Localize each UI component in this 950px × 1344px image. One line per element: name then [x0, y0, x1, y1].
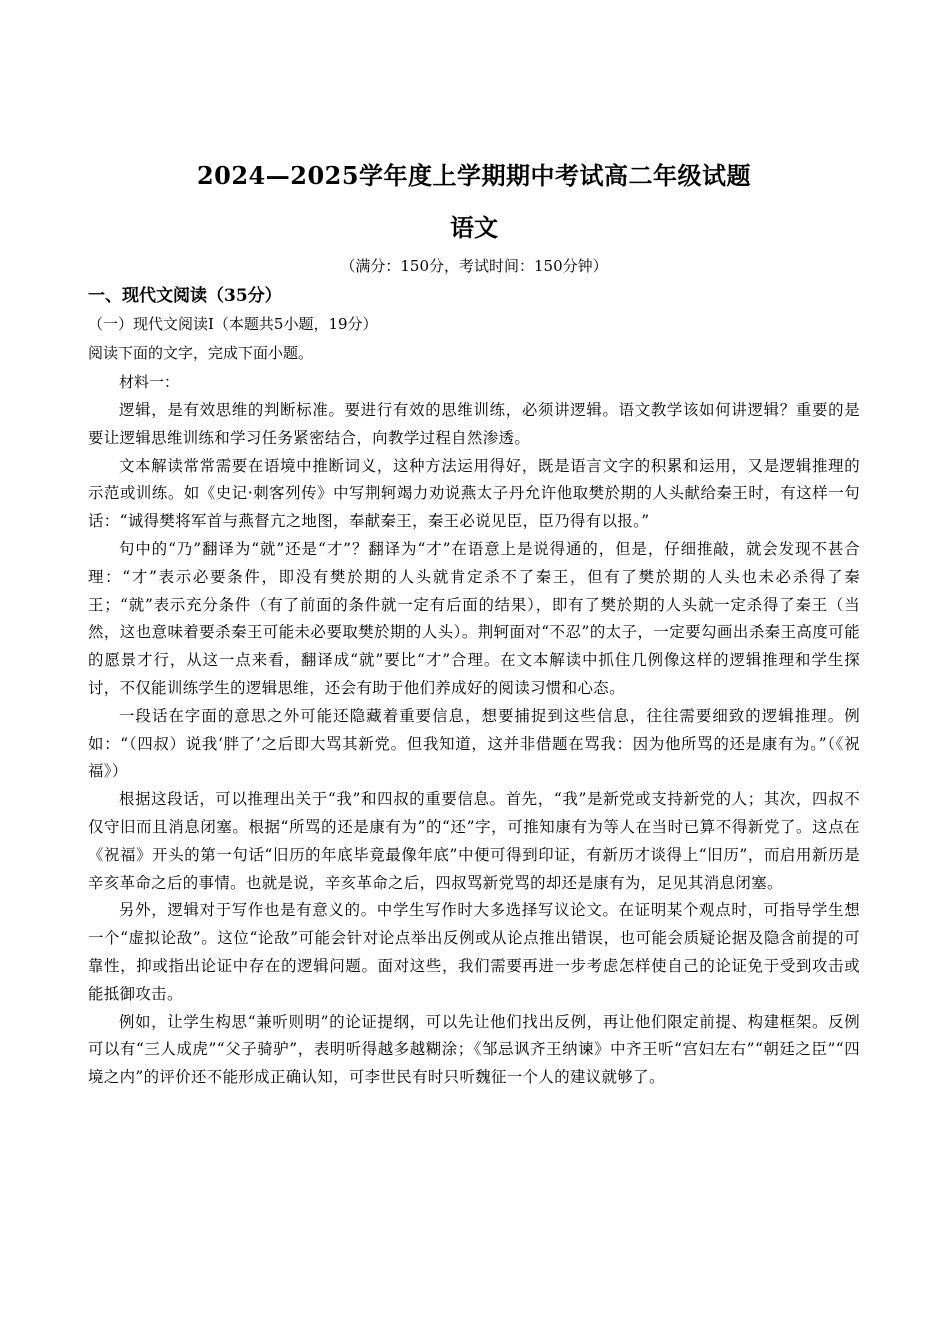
paragraph: 逻辑，是有效思维的判断标准。要进行有效的思维训练，必须讲逻辑。语文教学该如何讲逻辑？重要的是要让逻辑思维训练和学习任务紧密结合，向教学过程自然渗透。	[88, 401, 860, 447]
paragraph: 另外，逻辑对于写作也是有意义的。中学生写作时大多选择写议论文。在证明某个观点时，可指导学生想一个“虚拟论敌”。这位“论敌”可能会针对论点举出反例或从论点推出错误，也可能会质疑论据及隐含前提的可靠性，抑或指出论证中存在的逻辑问题。面对这些，我们需要再进一步考虑怎样使自己的论证免于受到攻击或能抵御攻击。	[88, 901, 860, 1003]
paragraph: 一段话在字面的意思之外可能还隐藏着重要信息，想要捕捉到这些信息，往往需要细致的逻辑推理。例如：“（四叔）说我‘胖了’之后即大骂其新党。但我知道，这并非借题在骂我：因为他所骂的还是康有为。”（《祝福》）	[88, 706, 860, 781]
exam-info: （满分：150分，考试时间：150分钟）	[340, 257, 608, 275]
paragraph: 文本解读常常需要在语境中推断词义，这种方法运用得好，既是语言文字的积累和运用，又是逻辑推理的示范或训练。如《史记·刺客列传》中写荆轲竭力劝说燕太子丹允许他取樊於期的人头献给秦王时，有这样一句话：“诚得樊将军首与燕督亢之地图，奉献秦王，秦王必说见臣，臣乃得有以报。”	[88, 456, 860, 531]
paragraph: 例如，让学生构思“兼听则明”的论证提纲，可以先让他们找出反例，再让他们限定前提、构建框架。反例可以有“三人成虎”“父子骑驴”，表明听得越多越糊涂；《邹忌讽齐王纳谏》中齐王听“宫妇左右”“朝廷之臣”“四境之内”的评价还不能形成正确认知，可李世民有时只听魏征一个人的建议就够了。	[88, 1012, 860, 1087]
section-subheading: （一）现代文阅读Ⅰ（本题共5小题，19分）	[88, 315, 378, 333]
paragraph: 根据这段话，可以推理出关于“我”和四叔的重要信息。首先，“我”是新党或支持新党的人；其次，四叔不仅守旧而且消息闭塞。根据“所骂的还是康有为”的“还”字，可推知康有为等人在当时已算不得新党了。这点在《祝福》开头的第一句话“旧历的年底毕竟最像年底”中便可得到印证，有新历才谈得上“旧历”，而启用新历是辛亥革命之后的事情。也就是说，辛亥革命之后，四叔骂新党骂的却还是康有为，足见其消息闭塞。	[88, 790, 860, 892]
section-heading: 一、现代文阅读（35分）	[88, 286, 282, 306]
material-label: 材料一：	[119, 373, 180, 391]
subject-title: 语文	[450, 213, 498, 242]
reading-instruction: 阅读下面的文字，完成下面小题。	[88, 344, 314, 362]
exam-title: 2024—2025学年度上学期期中考试高二年级试题	[196, 161, 752, 190]
paragraph: 句中的“乃”翻译为“就”还是“才”？翻译为“才”在语意上是说得通的，但是，仔细推敲，就会发现不甚合理：“才”表示必要条件，即没有樊於期的人头就肯定杀不了秦王，但有了樊於期的人头也未必杀得了秦王；“就”表示充分条件（有了前面的条件就一定有后面的结果），即有了樊於期的人头就一定杀得了秦王（当然，这也意味着要杀秦王可能未必要取樊於期的人头）。荆轲面对“不忍”的太子，一定要勾画出杀秦王高度可能的愿景才行，从这一点来看，翻译成“就”要比“才”合理。在文本解读中抓住几例像这样的逻辑推理和学生探讨，不仅能训练学生的逻辑思维，还会有助于他们养成好的阅读习惯和心态。	[88, 539, 860, 697]
